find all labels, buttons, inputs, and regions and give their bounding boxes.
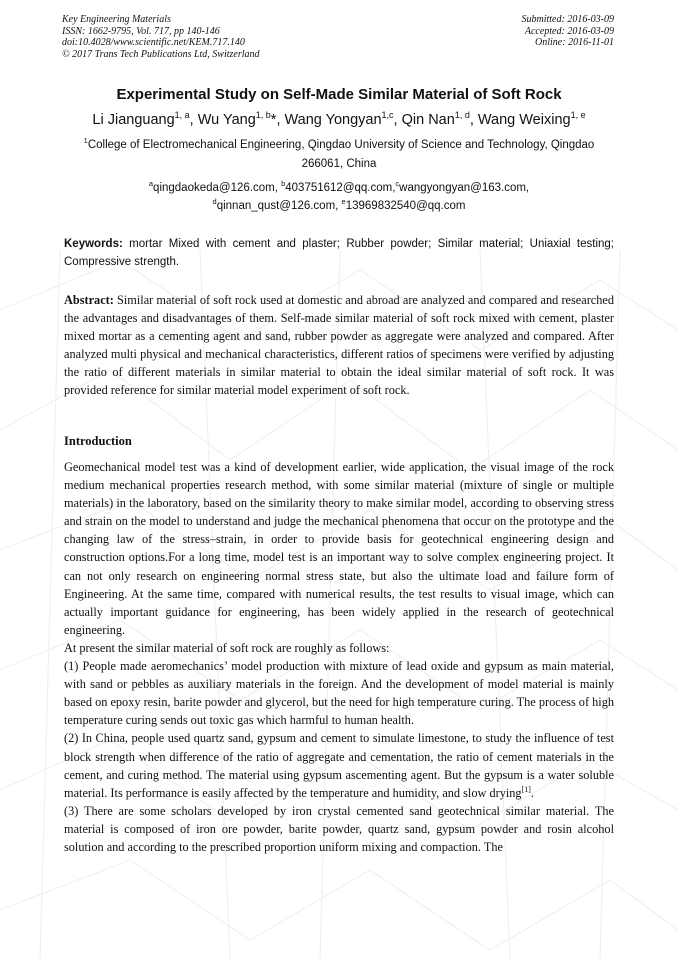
journal-name: Key Engineering Materials [62,14,171,25]
issn-line: ISSN: 1662-9795, Vol. 717, pp 140-146 [62,25,220,37]
email-address: qingdaokeda@126.com, [153,182,282,194]
submitted-date: Submitted: 2016-03-09 [521,14,614,25]
email-address: qinnan_qust@126.com, [216,200,342,212]
author-list [40,110,638,130]
online-date: Online: 2016-11-01 [535,37,614,48]
author-affil-sup: 1,c [381,110,394,120]
paragraph-end: . [530,785,534,800]
author-affil-sup: 1, a [174,110,190,120]
introduction-body [64,458,614,856]
author-separator: , [189,112,198,128]
paragraph-text: (2) In China, people used quartz sand, gypsum and cement to simulate limestone, to study the influence of test block strength when difference of the ratio of aggregate and cementation, the ratio of cement materials in the cement, and curing method. The material using gypsum ascementing agent. But the gypsum is a water soluble material. Its performance is easily affected by the temperature and humidity, and slow drying [64,731,614,800]
affiliation-sup: 1 [83,136,88,145]
email-sup: b [281,179,286,188]
keywords-text: mortar Mixed with cement and plaster; Rubber powder; Similar material; Uniaxial testing; Compressive strength. [64,238,614,268]
author-affil-sup: 1, e [570,110,586,120]
copyright-line: © 2017 Trans Tech Publications Ltd, Switzerland [62,48,260,60]
paragraph: (3) There are some scholars developed by iron crystal cemented sand geotechnical similar material. The material is composed of iron ore powder, barite powder, quartz sand, gypsum powder and rosin alcohol solution and according to the prescribed proportion uniform mixing and compaction. The [64,803,614,854]
paragraph: (1) People made aeromechanics’ model production with mixture of lead oxide and gypsum as main material, with sand or pebbles as auxiliary materials in the foreign. And the development of model material is mainly based on epoxy resin, barite powder and glycerol, but the need for high temperature curing. The process of high temperature curing sends out toxic gas which harmful to human health. [64,659,614,728]
paragraph: Geomechanical model test was a kind of development earlier, wide application, the visual image of the rock medium mechanical properties research method, with some similar material (mixture of single or multiple materials) in the laboratory, based on the similarity theory to make similar model, according to observing stress and strain on the model to understand and judge the mechanical phenomena that occur on the prototype and the changing law of the stress–strain, in order to provide basis for geotechnical engineering design and construction options.For a long time, model test is an important way to solve complex engineering project. It can not only research on engineering normal stress state, but also the ultimate load and failure form of Engineering. At the same time, compared with numerical results, the test results to visual image, which can actually important guidance for engineering, has been widely applied in the research of geotechnical engineering. [64,460,614,637]
doi-line: doi:10.4028/www.scientific.net/KEM.717.140 [62,37,245,48]
email-line [80,179,598,197]
keywords [64,235,614,271]
author-emails [80,179,598,215]
abstract-label: Abstract: [64,293,114,307]
affiliation-text: College of Electromechanical Engineering, Qingdao University of Science and Technology, Qingdao 266061, China [87,139,595,170]
author-affil-sup: 1, b [255,110,271,120]
author-name: Qin Nan [401,112,455,128]
affiliation [80,136,598,174]
author-separator: , [393,112,402,128]
paragraph: At present the similar material of soft rock are roughly as follows: [64,640,390,655]
journal-info [62,14,260,60]
email-sup: e [341,197,346,206]
email-line [80,197,598,215]
section-heading: Introduction [64,434,132,448]
email-address: wangyongyan@163.com, [399,182,530,194]
email-sup: a [148,179,154,188]
accepted-date: Accepted: 2016-03-09 [524,25,614,37]
email-sup: c [395,179,400,188]
email-sup: d [212,197,217,206]
author-name: Wang Weixing [477,112,571,128]
keywords-label: Keywords: [64,238,123,250]
abstract [64,291,614,400]
paragraph [64,729,614,801]
email-address: 403751612@qq.com, [285,182,396,194]
author-affil-sup: 1, d [454,110,470,120]
author-name: Wu Yang [197,112,256,128]
author-separator: , [469,112,478,128]
author-separator: *, [270,112,285,128]
abstract-text: Similar material of soft rock used at domestic and abroad are analyzed and compared and researched the advantages and disadvantages of them. Self-made similar material of soft rock mixed with cement, plaster mixed mortar as a cementing agent and sand, rubber powder as aggregate were analyzed and compared. After analyzed multi physical and mechanical characteristics, different ratios of specimens were verified by adjusting the ratio of different materials in similar material to obtain the ideal similar material of soft rock. It was provided reference for similar material model experiment of soft rock. [64,293,615,398]
citation-ref: [1] [521,784,531,794]
paper-title: Experimental Study on Self-Made Similar Material of Soft Rock [116,86,562,103]
author-name: Li Jianguang [92,112,175,128]
email-address: 13969832540@qq.com [345,200,466,212]
author-name: Wang Yongyan [284,112,382,128]
submission-dates [522,14,615,49]
